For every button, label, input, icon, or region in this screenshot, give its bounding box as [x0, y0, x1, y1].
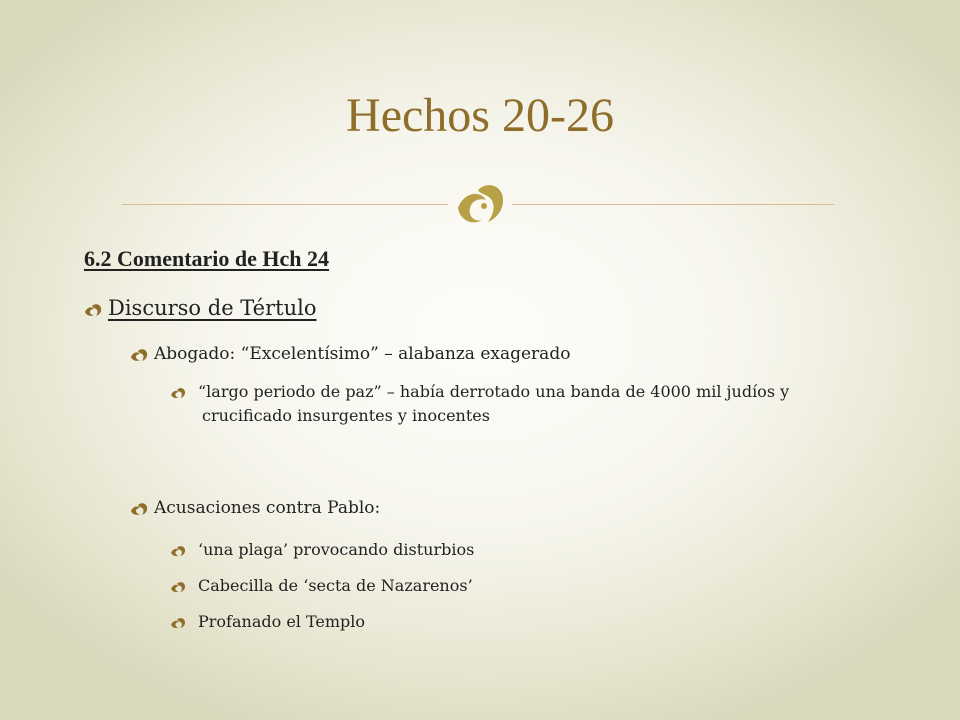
bullet-text: Profanado el Templo [198, 612, 366, 631]
fleuron-icon [450, 178, 510, 230]
slide-title: Hechos 20-26 [346, 89, 614, 142]
bullet-level3 [170, 610, 870, 634]
bullet-text: Abogado: “Excelentísimo” – alabanza exagerado [154, 344, 571, 364]
bullet-level3 [170, 574, 870, 598]
fleuron-bullet-icon [170, 581, 186, 593]
bullet-level2 [130, 498, 380, 518]
bullet-text: ‘una plaga’ provocando disturbios [198, 540, 475, 559]
fleuron-bullet-icon [84, 303, 102, 317]
bullet-text: “largo periodo de paz” – había derrotado una banda de 4000 mil judíos y crucificado insurgentes y inocentes [198, 382, 790, 425]
divider-right [512, 204, 834, 205]
bullet-level3 [170, 538, 870, 562]
divider-left [122, 204, 448, 205]
bullet-level1 [84, 296, 316, 320]
bullet-level3 [170, 380, 870, 428]
bullet-text: Acusaciones contra Pablo: [154, 498, 381, 518]
fleuron-bullet-icon [130, 348, 148, 362]
fleuron-bullet-icon [170, 387, 186, 399]
bullet-level2 [130, 344, 570, 364]
fleuron-bullet-icon [130, 502, 148, 516]
section-heading: 6.2 Comentario de Hch 24 [84, 246, 330, 271]
fleuron-bullet-icon [170, 545, 186, 557]
section-label: Discurso de Tértulo [108, 296, 317, 320]
bullet-text: Cabecilla de ‘secta de Nazarenos’ [198, 576, 473, 595]
fleuron-bullet-icon [170, 617, 186, 629]
